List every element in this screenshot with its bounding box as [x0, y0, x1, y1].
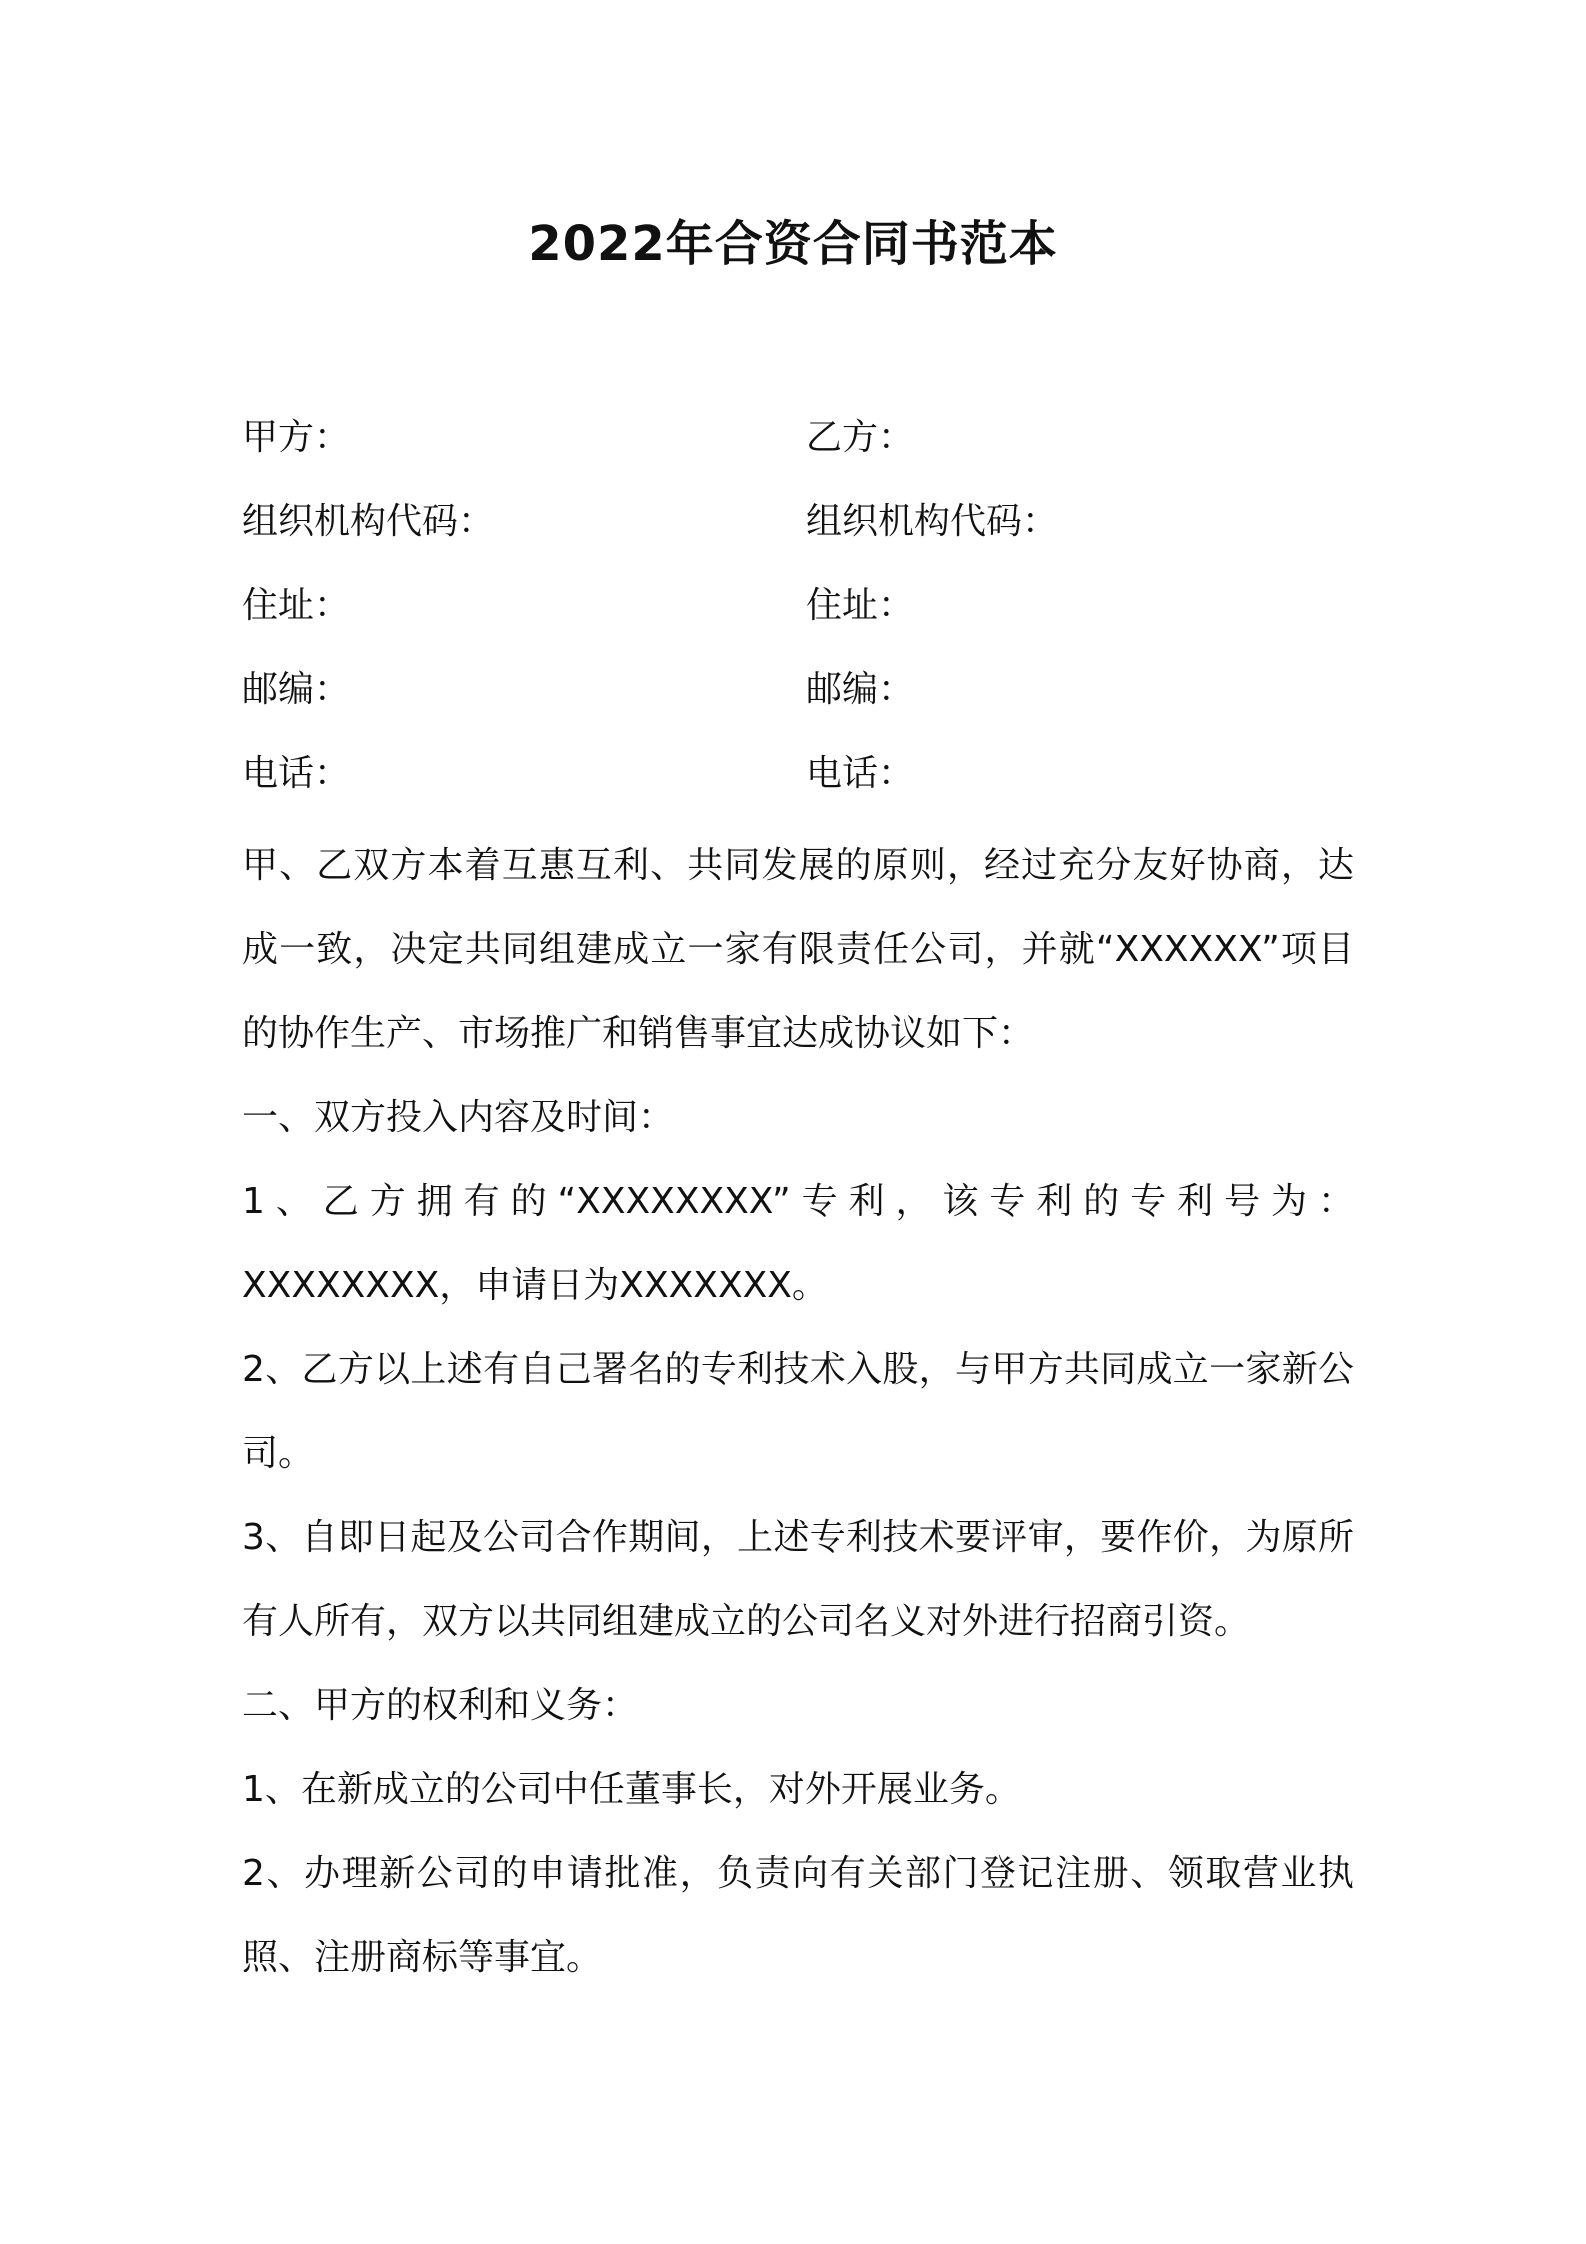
document-title: 2022年合资合同书范本 [528, 216, 1058, 272]
clause-1-1: 1、乙方拥有的“XXXXXXXX”专利，该专利的专利号为：XXXXXXXX，申请日为XXXXXXX。 [242, 1181, 1354, 1306]
clause-2-2: 2、办理新公司的申请批准，负责向有关部门登记注册、领取营业执照、注册商标等事宜。 [242, 1853, 1354, 1978]
party-row-address [242, 576, 1362, 636]
party-row-postcode [242, 660, 1362, 720]
party-row-org-code [242, 492, 1362, 552]
party-a-postcode-label: 邮编： [242, 669, 351, 710]
party-b-address-label: 住址： [806, 585, 915, 626]
clause-1-3: 3、自即日起及公司合作期间，上述专利技术要评审，要作价，为原所有人所有，双方以共同组建成立的公司名义对外进行招商引资。 [242, 1517, 1354, 1642]
party-b-phone-label: 电话： [806, 753, 915, 794]
party-a-phone-label: 电话： [242, 753, 351, 794]
section-heading-2: 二、甲方的权利和义务： [242, 1685, 639, 1726]
preamble-paragraph: 甲、乙双方本着互惠互利、共同发展的原则，经过充分友好协商，达成一致，决定共同组建成立一家有限责任公司，并就“XXXXXX”项目的协作生产、市场推广和销售事宜达成协议如下： [242, 845, 1354, 1054]
section-heading-1: 一、双方投入内容及时间： [242, 1097, 675, 1138]
clause-1-2: 2、乙方以上述有自己署名的专利技术入股，与甲方共同成立一家新公司。 [242, 1349, 1354, 1474]
party-a-org-code-label: 组织机构代码： [242, 501, 495, 542]
party-a-name-label: 甲方： [242, 417, 351, 458]
clause-2-1: 1、在新成立的公司中任董事长，对外开展业务。 [242, 1769, 1021, 1810]
party-b-name-label: 乙方： [806, 417, 915, 458]
contract-body [242, 824, 1354, 2000]
party-b-org-code-label: 组织机构代码： [806, 501, 1059, 542]
party-b-postcode-label: 邮编： [806, 669, 915, 710]
party-row-phone [242, 744, 1362, 804]
party-row-name [242, 408, 1362, 468]
party-a-address-label: 住址： [242, 585, 351, 626]
